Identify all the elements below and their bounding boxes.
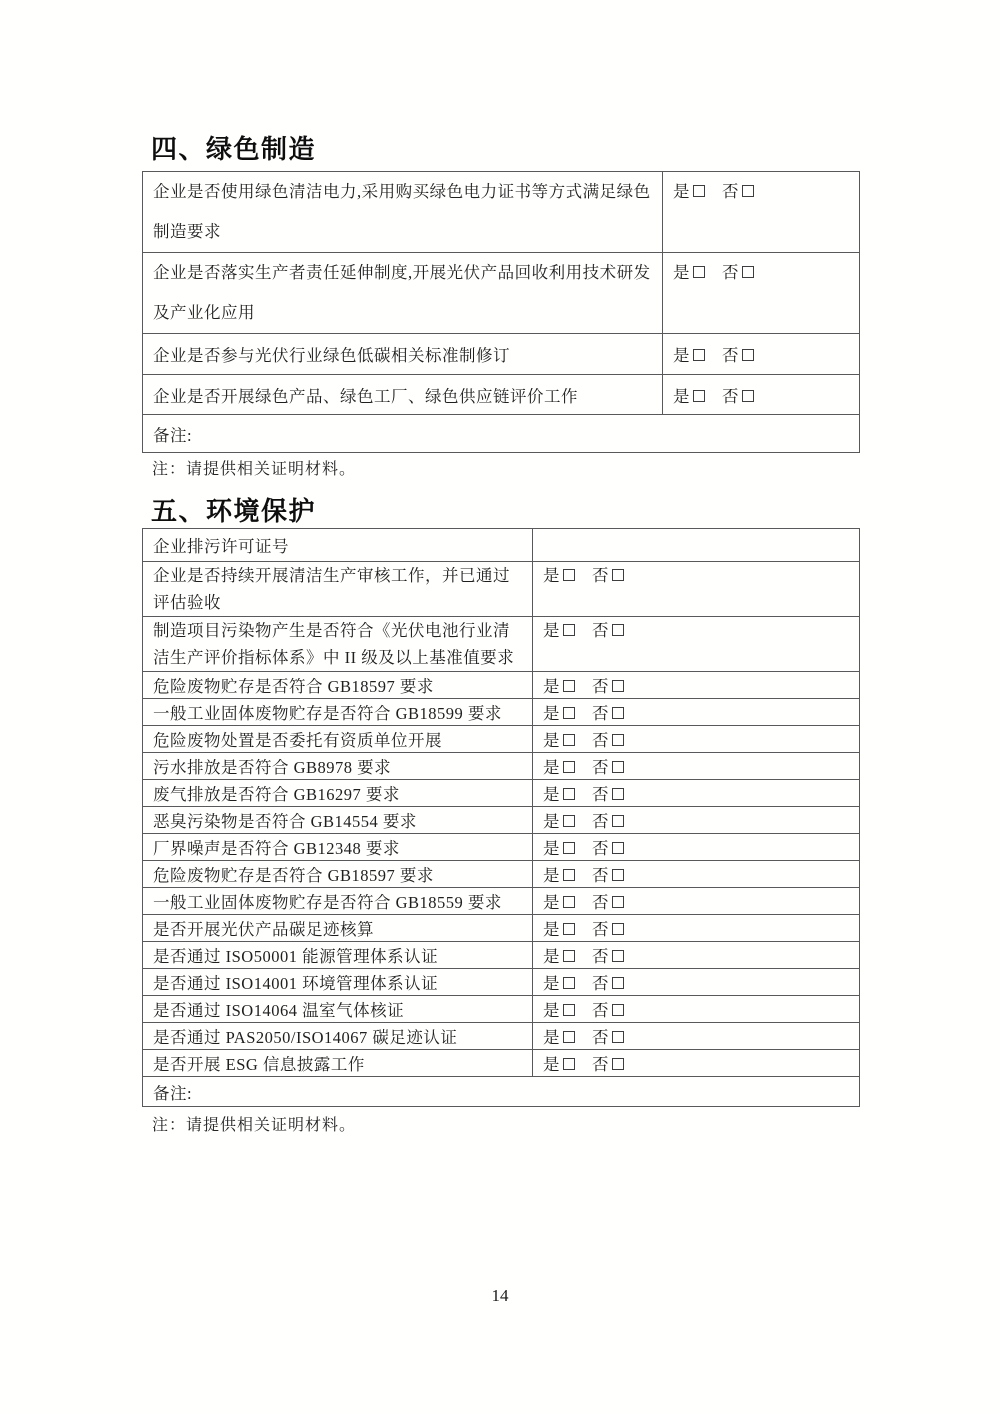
- question-cell: 是否通过 PAS2050/ISO14067 碳足迹认证: [143, 1023, 533, 1050]
- yes-option: [543, 839, 575, 858]
- answer-cell: [533, 562, 860, 617]
- question-cell: 污水排放是否符合 GB8978 要求: [143, 753, 533, 780]
- no-option: [592, 1028, 624, 1047]
- no-label: 否: [592, 1028, 609, 1047]
- yes-option: [543, 566, 575, 585]
- yes-label: 是: [673, 182, 690, 201]
- yes-option: [543, 893, 575, 912]
- no-option: [722, 263, 754, 282]
- no-label: 否: [722, 346, 739, 365]
- table-row: [143, 1023, 860, 1050]
- yes-option: [673, 263, 705, 282]
- yes-label: 是: [543, 1001, 560, 1020]
- checkbox-icon: [612, 761, 624, 773]
- table-row: [143, 699, 860, 726]
- yes-option: [543, 812, 575, 831]
- table-row: [143, 1050, 860, 1077]
- question-cell: 企业是否落实生产者责任延伸制度,开展光伏产品回收利用技术研发及产业化应用: [143, 253, 663, 334]
- checkbox-icon: [742, 349, 754, 361]
- question-cell: 一般工业固体废物贮存是否符合 GB18599 要求: [143, 699, 533, 726]
- table-row: [143, 415, 860, 453]
- checkbox-icon: [612, 977, 624, 989]
- answer-cell: [533, 915, 860, 942]
- table-row: [143, 969, 860, 996]
- yes-option: [543, 1028, 575, 1047]
- checkbox-icon: [612, 1004, 624, 1016]
- question-cell: 企业排污许可证号: [143, 529, 533, 562]
- no-label: 否: [722, 263, 739, 282]
- no-option: [592, 974, 624, 993]
- table-row: [143, 834, 860, 861]
- no-label: 否: [592, 758, 609, 777]
- question-cell: 是否通过 ISO14064 温室气体核证: [143, 996, 533, 1023]
- checkbox-icon: [612, 815, 624, 827]
- section-4-heading: 四、绿色制造: [151, 134, 317, 164]
- checkbox-icon: [563, 1058, 575, 1070]
- table-row: [143, 861, 860, 888]
- table-row: [143, 529, 860, 562]
- question-cell: 危险废物贮存是否符合 GB18597 要求: [143, 672, 533, 699]
- question-cell: 企业是否使用绿色清洁电力,采用购买绿色电力证书等方式满足绿色制造要求: [143, 172, 663, 253]
- answer-cell: [533, 529, 860, 562]
- question-cell: 是否通过 ISO50001 能源管理体系认证: [143, 942, 533, 969]
- no-option: [592, 839, 624, 858]
- table-row: [143, 753, 860, 780]
- table-row: [143, 672, 860, 699]
- yes-option: [543, 1055, 575, 1074]
- yes-label: 是: [673, 263, 690, 282]
- section-5-heading: 五、环境保护: [151, 496, 317, 526]
- no-label: 否: [592, 785, 609, 804]
- yes-label: 是: [543, 839, 560, 858]
- question-cell: 是否开展光伏产品碳足迹核算: [143, 915, 533, 942]
- yes-option: [543, 1001, 575, 1020]
- no-option: [592, 893, 624, 912]
- yes-option: [673, 182, 705, 201]
- checkbox-icon: [612, 923, 624, 935]
- table-row: [143, 915, 860, 942]
- checkbox-icon: [612, 569, 624, 581]
- answer-cell: [663, 334, 860, 375]
- checkbox-icon: [742, 185, 754, 197]
- checkbox-icon: [563, 842, 575, 854]
- no-option: [592, 677, 624, 696]
- no-option: [592, 1055, 624, 1074]
- no-option: [722, 346, 754, 365]
- question-cell: 一般工业固体废物贮存是否符合 GB18559 要求: [143, 888, 533, 915]
- yes-option: [543, 785, 575, 804]
- yes-label: 是: [543, 920, 560, 939]
- table-row: [143, 780, 860, 807]
- table-row: [143, 334, 860, 375]
- table-row: [143, 253, 860, 334]
- yes-option: [673, 387, 705, 406]
- answer-cell: [533, 699, 860, 726]
- checkbox-icon: [612, 624, 624, 636]
- no-label: 否: [592, 731, 609, 750]
- answer-cell: [663, 375, 860, 415]
- yes-label: 是: [543, 1055, 560, 1074]
- page-number: 14: [491, 1286, 509, 1305]
- yes-option: [543, 621, 575, 640]
- no-label: 否: [592, 812, 609, 831]
- yes-label: 是: [543, 893, 560, 912]
- answer-cell: [533, 888, 860, 915]
- table-row: [143, 942, 860, 969]
- checkbox-icon: [563, 707, 575, 719]
- remark-cell: 备注:: [143, 415, 860, 453]
- question-cell: 企业是否持续开展清洁生产审核工作，并已通过评估验收: [143, 562, 533, 617]
- checkbox-icon: [693, 349, 705, 361]
- checkbox-icon: [612, 896, 624, 908]
- yes-label: 是: [543, 812, 560, 831]
- checkbox-icon: [693, 390, 705, 402]
- table-row: [143, 996, 860, 1023]
- answer-cell: [533, 726, 860, 753]
- checkbox-icon: [563, 569, 575, 581]
- table-row: [143, 562, 860, 617]
- yes-label: 是: [543, 566, 560, 585]
- checkbox-icon: [612, 842, 624, 854]
- no-label: 否: [592, 704, 609, 723]
- no-label: 否: [592, 920, 609, 939]
- checkbox-icon: [612, 734, 624, 746]
- checkbox-icon: [612, 788, 624, 800]
- question-cell: 危险废物处置是否委托有资质单位开展: [143, 726, 533, 753]
- answer-cell: [663, 172, 860, 253]
- yes-option: [673, 346, 705, 365]
- question-cell: 厂界噪声是否符合 GB12348 要求: [143, 834, 533, 861]
- section-5-note: 注：请提供相关证明材料。: [152, 1117, 357, 1134]
- remark-cell: 备注:: [143, 1077, 860, 1107]
- answer-cell: [533, 861, 860, 888]
- no-option: [592, 731, 624, 750]
- checkbox-icon: [612, 707, 624, 719]
- checkbox-icon: [563, 950, 575, 962]
- no-option: [592, 920, 624, 939]
- question-cell: 企业是否参与光伏行业绿色低碳相关标准制修订: [143, 334, 663, 375]
- no-label: 否: [592, 893, 609, 912]
- no-label: 否: [592, 566, 609, 585]
- yes-label: 是: [673, 386, 690, 406]
- yes-label: 是: [543, 731, 560, 750]
- checkbox-icon: [563, 869, 575, 881]
- yes-label: 是: [543, 621, 560, 640]
- no-label: 否: [722, 182, 739, 201]
- yes-option: [543, 731, 575, 750]
- yes-option: [543, 920, 575, 939]
- answer-cell: [533, 780, 860, 807]
- answer-cell: [533, 617, 860, 672]
- checkbox-icon: [612, 1058, 624, 1070]
- yes-label: 是: [673, 346, 690, 365]
- yes-option: [543, 758, 575, 777]
- no-option: [722, 387, 754, 406]
- yes-option: [543, 866, 575, 885]
- checkbox-icon: [563, 977, 575, 989]
- table-row: [143, 617, 860, 672]
- checkbox-icon: [563, 680, 575, 692]
- checkbox-icon: [563, 788, 575, 800]
- no-option: [592, 866, 624, 885]
- no-label: 否: [592, 1055, 609, 1074]
- yes-label: 是: [543, 866, 560, 885]
- checkbox-icon: [563, 815, 575, 827]
- checkbox-icon: [563, 624, 575, 636]
- answer-cell: [533, 834, 860, 861]
- checkbox-icon: [563, 1004, 575, 1016]
- yes-label: 是: [543, 758, 560, 777]
- yes-label: 是: [543, 704, 560, 723]
- no-option: [592, 621, 624, 640]
- checkbox-icon: [563, 734, 575, 746]
- checkbox-icon: [612, 1031, 624, 1043]
- answer-cell: [533, 969, 860, 996]
- checkbox-icon: [612, 869, 624, 881]
- answer-cell: [533, 1023, 860, 1050]
- yes-option: [543, 974, 575, 993]
- question-cell: 废气排放是否符合 GB16297 要求: [143, 780, 533, 807]
- answer-cell: [533, 753, 860, 780]
- table-row: [143, 807, 860, 834]
- question-cell: 是否通过 ISO14001 环境管理体系认证: [143, 969, 533, 996]
- checkbox-icon: [612, 950, 624, 962]
- no-label: 否: [592, 1001, 609, 1020]
- yes-option: [543, 704, 575, 723]
- no-option: [592, 785, 624, 804]
- checkbox-icon: [612, 680, 624, 692]
- no-option: [592, 1001, 624, 1020]
- answer-cell: [533, 1050, 860, 1077]
- no-option: [722, 182, 754, 201]
- yes-option: [543, 677, 575, 696]
- question-cell: 危险废物贮存是否符合 GB18597 要求: [143, 861, 533, 888]
- question-cell: 恶臭污染物是否符合 GB14554 要求: [143, 807, 533, 834]
- answer-cell: [533, 942, 860, 969]
- answer-cell: [533, 996, 860, 1023]
- no-option: [592, 566, 624, 585]
- no-label: 否: [592, 677, 609, 696]
- green-manufacturing-table: [142, 171, 860, 453]
- yes-label: 是: [543, 974, 560, 993]
- checkbox-icon: [563, 923, 575, 935]
- answer-cell: [663, 253, 860, 334]
- table-row: [143, 375, 860, 415]
- no-label: 否: [592, 974, 609, 993]
- checkbox-icon: [563, 896, 575, 908]
- checkbox-icon: [742, 390, 754, 402]
- no-label: 否: [592, 621, 609, 640]
- checkbox-icon: [742, 266, 754, 278]
- section-4-note: 注：请提供相关证明材料。: [152, 461, 357, 478]
- yes-label: 是: [543, 785, 560, 804]
- table-row: [143, 1077, 860, 1107]
- table-row: [143, 888, 860, 915]
- no-label: 否: [722, 386, 739, 406]
- table-row: [143, 172, 860, 253]
- question-cell: 是否开展 ESG 信息披露工作: [143, 1050, 533, 1077]
- yes-label: 是: [543, 677, 560, 696]
- checkbox-icon: [563, 1031, 575, 1043]
- no-option: [592, 704, 624, 723]
- checkbox-icon: [563, 761, 575, 773]
- checkbox-icon: [693, 266, 705, 278]
- no-label: 否: [592, 866, 609, 885]
- environmental-protection-table: [142, 528, 860, 1107]
- no-option: [592, 812, 624, 831]
- table-row: [143, 726, 860, 753]
- question-cell: 企业是否开展绿色产品、绿色工厂、绿色供应链评价工作: [143, 375, 663, 415]
- yes-label: 是: [543, 1028, 560, 1047]
- question-cell: 制造项目污染物产生是否符合《光伏电池行业清洁生产评价指标体系》中 II 级及以上基准值要求: [143, 617, 533, 672]
- yes-option: [543, 947, 575, 966]
- no-option: [592, 758, 624, 777]
- no-label: 否: [592, 947, 609, 966]
- checkbox-icon: [693, 185, 705, 197]
- answer-cell: [533, 672, 860, 699]
- yes-label: 是: [543, 947, 560, 966]
- no-option: [592, 947, 624, 966]
- no-label: 否: [592, 839, 609, 858]
- answer-cell: [533, 807, 860, 834]
